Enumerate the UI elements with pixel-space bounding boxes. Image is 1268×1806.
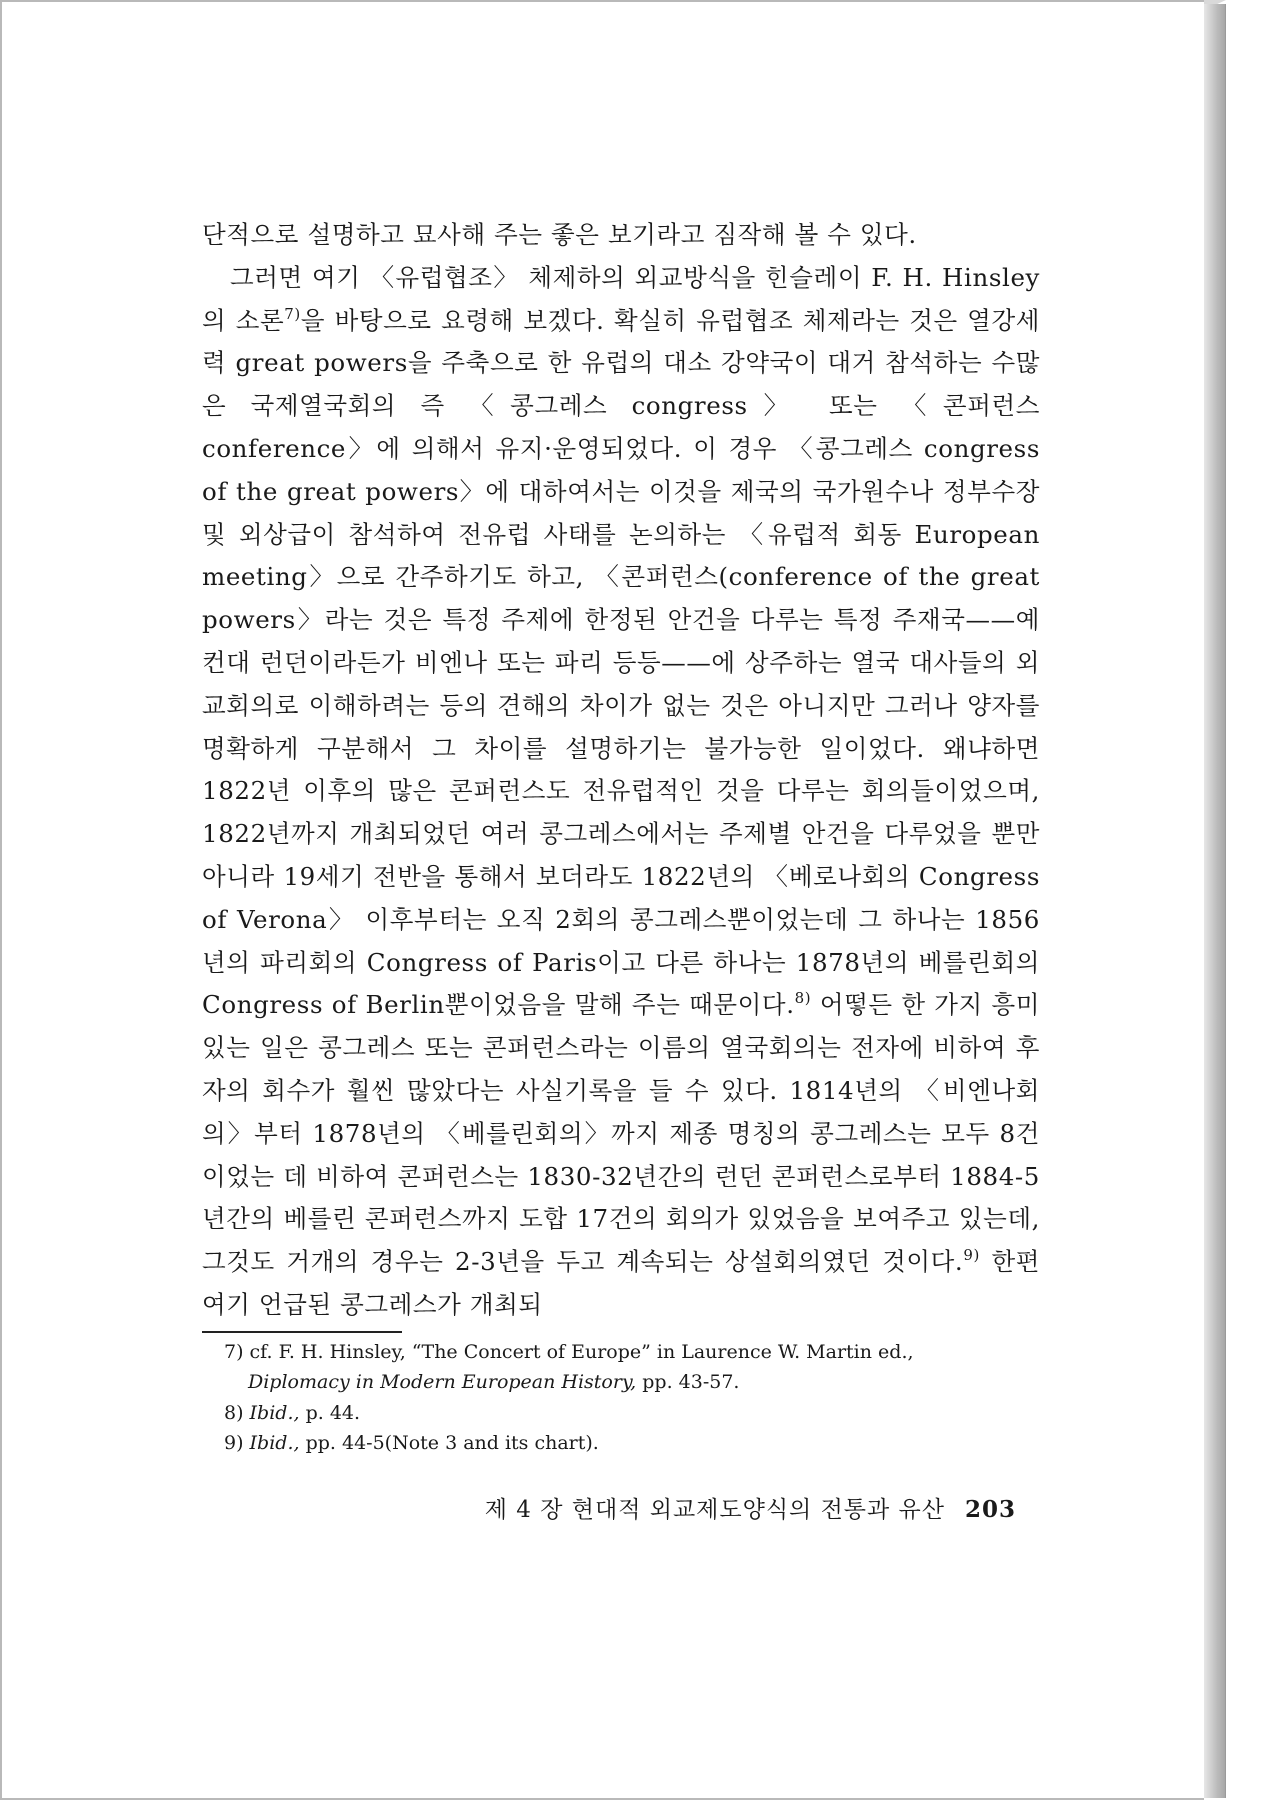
footnote-8-pages: p. 44. bbox=[299, 1401, 361, 1424]
footnote-ref-8: 8) bbox=[794, 989, 812, 1008]
paragraph-2-text-a: 그러면 여기 〈유럽협조〉 체제하의 외교방식을 힌슬레이 F. H. Hinsley의 소론 bbox=[202, 262, 1040, 335]
footnote-9-pages: pp. 44-5(Note 3 and its chart). bbox=[299, 1432, 599, 1455]
footnote-7-book-title: Diplomacy in Modern European History, bbox=[248, 1371, 637, 1394]
paragraph-2-text-b: 을 바탕으로 요령해 보겠다. 확실히 유럽협조 체제라는 것은 열강세력 great powers을 주축으로 한 유럽의 대소 강약국이 대거 참석하는 수많은 국제열국회의 즉 〈콩그레스 congress〉 또는 〈콘퍼런스 conference〉에 의해서 유지·운영되었다. 이 경우 〈콩그레스 congress of the great powers〉에 대하여서는 이것을 제국의 국가원수나 정부수장 및 외상급이 참석하여 전유럽 사태를 논의하는 〈유럽적 회동 European meeting〉으로 간주하기도 하고, 〈콘퍼런스(conference of the great powers〉라는 것은 특정 주제에 한정된 안건을 다루는 특정 주재국——예컨대 런던이라든가 비엔나 또는 파리 등등——에 상주하는 열국 대사들의 외교회의로 이해하려는 등의 견해의 차이가 없는 것은 아니지만 그러나 양자를 명확하게 구분해서 그 차이를 설명하기는 불가능한 일이었다. 왜냐하면 1822년 이후의 많은 콘퍼런스도 전유럽적인 것을 다루는 회의들이었으며, 1822년까지 개최되었던 여러 콩그레스에서는 주제별 안건을 다루었을 뿐만 아니라 19세기 전반을 통해서 보더라도 1822년의 〈베로나회의 Congress of Verona〉 이후부터는 오직 2회의 콩그레스뿐이었는데 그 하나는 1856년의 파리회의 Congress of Paris이고 다른 하나는 1878년의 베를린회의 Congress of Berlin뿐이었음을 말해 주는 때문이다. bbox=[202, 305, 1040, 1020]
footnote-ref-9: 9) bbox=[963, 1246, 980, 1265]
page-content bbox=[202, 214, 1040, 1524]
footnote-8 bbox=[224, 1398, 1040, 1429]
footnote-8-ibid: Ibid., bbox=[249, 1401, 300, 1424]
footnote-7-continued bbox=[224, 1367, 1040, 1398]
footnote-ref-7: 7) bbox=[284, 304, 301, 323]
body-text bbox=[202, 214, 1040, 1327]
page-edge-shadow bbox=[1204, 4, 1226, 1798]
footnote-9-ibid: Ibid., bbox=[249, 1432, 300, 1455]
footnote-7-pages: pp. 43-57. bbox=[636, 1371, 740, 1394]
footnote-8-number: 8) bbox=[224, 1401, 250, 1424]
footnotes bbox=[202, 1337, 1040, 1459]
footnote-divider bbox=[202, 1331, 402, 1333]
footnote-9 bbox=[224, 1428, 1040, 1459]
footnote-7-line-1: 7) cf. F. H. Hinsley, “The Concert of Europe” in Laurence W. Martin ed., bbox=[224, 1340, 914, 1363]
running-footer bbox=[202, 1491, 1040, 1524]
paragraph-1-text: 단적으로 설명하고 묘사해 주는 좋은 보기라고 짐작해 볼 수 있다. bbox=[202, 220, 917, 249]
chapter-title: 제 4 장 현대적 외교제도양식의 전통과 유산 bbox=[484, 1496, 945, 1523]
paragraph-2-text-d: 한편 여기 언급된 콩그레스가 개최되 bbox=[202, 1247, 1041, 1319]
footnote-7 bbox=[224, 1337, 1040, 1368]
page-number: 203 bbox=[964, 1495, 1016, 1523]
paragraph-2-text-c: 어떻든 한 가지 흥미있는 일은 콩그레스 또는 콘퍼런스라는 이름의 열국회의는 전자에 비하여 후자의 회수가 훨씬 많았다는 사실기록을 들 수 있다. 1814년의 〈비엔나회의〉부터 1878년의 〈베를린회의〉까지 제종 명칭의 콩그레스는 모두 8건이었는 데 비하여 콘퍼런스는 1830-32년간의 런던 콘퍼런스로부터 1884-5년간의 베를린 콘퍼런스까지 도합 17건의 회의가 있었음을 보여주고 있는데, 그것도 거개의 경우는 2-3년을 두고 계속되는 상설회의였던 것이다. bbox=[202, 990, 1041, 1277]
footnote-9-number: 9) bbox=[224, 1432, 250, 1455]
paragraph-1 bbox=[202, 214, 1040, 257]
paragraph-2 bbox=[202, 257, 1040, 1327]
